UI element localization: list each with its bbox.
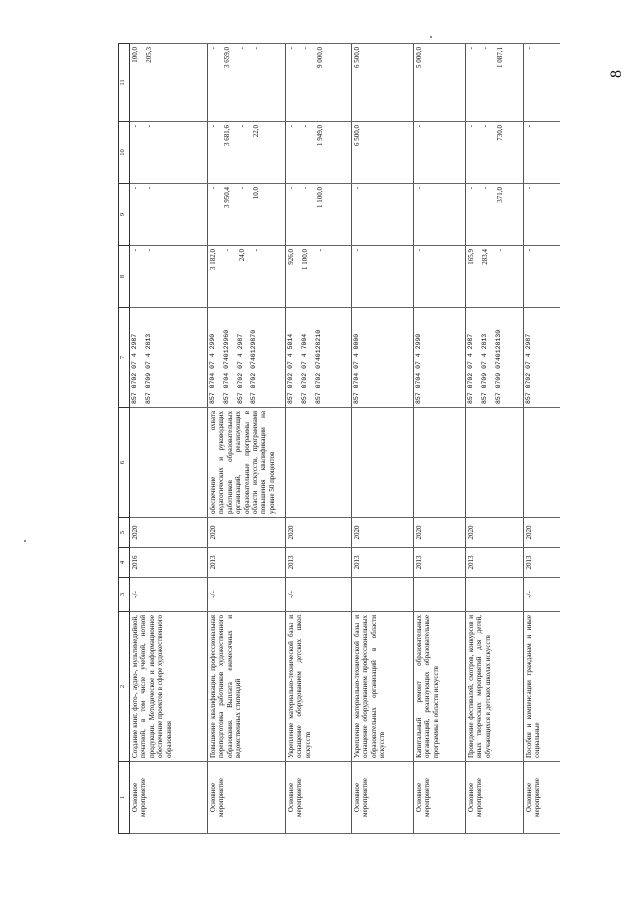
table-row	[466, 44, 524, 834]
activity-type-cell: Основное мероприятие	[524, 762, 560, 834]
cell-line: -	[287, 125, 295, 128]
activity-type-cell: Основное мероприятие	[208, 762, 286, 834]
column-number-row	[119, 44, 130, 834]
cell-line: 1 087,1	[495, 47, 504, 68]
amount-2016-cell	[130, 122, 208, 184]
executor-cell: -/-	[286, 578, 352, 612]
cell-line: -	[467, 47, 475, 50]
cell-line: 22,0	[252, 125, 261, 138]
expected-result-cell	[524, 408, 560, 518]
amount-2017-cell	[466, 44, 524, 122]
col-header: 7	[119, 308, 130, 408]
cell-line: 9 000,0	[315, 47, 324, 68]
cell-line: -	[315, 249, 324, 252]
amount-2014-cell	[466, 246, 524, 308]
cell-line: 857 0702 07 4 2987	[236, 333, 244, 404]
expected-result-cell: обеспечение охвата педагогических и руководящих работников образовательных организаций, реализующих образовательные программы в области искусств, программами повышения квалификации на уровне 50 процентов	[208, 408, 286, 518]
cell-line: -	[481, 47, 490, 50]
col-header: 6	[119, 408, 130, 518]
amount-2014-cell	[352, 246, 414, 308]
cell-line: 100,0	[131, 47, 139, 63]
amount-2014-cell	[130, 246, 208, 308]
cell-line: -	[495, 249, 504, 252]
cell-line: -	[131, 187, 139, 190]
budget-code-cell	[414, 308, 466, 408]
cell-line: -	[252, 249, 261, 252]
expected-result-cell	[352, 408, 414, 518]
amount-2015-cell	[524, 184, 560, 246]
cell-line: 283,4	[481, 249, 490, 265]
cell-line: -	[131, 125, 139, 128]
col-header: 4	[119, 548, 130, 578]
cell-line: 730,0	[495, 125, 504, 141]
cell-line: 857 0704 07 4 2990	[415, 333, 422, 404]
budget-code-cell	[130, 308, 208, 408]
expected-result-cell	[130, 408, 208, 518]
col-header: 8	[119, 246, 130, 308]
scan-speck	[430, 36, 432, 38]
cell-line: 3 659,0	[223, 47, 232, 68]
cell-line: 857 0702 07 4 2987	[467, 333, 474, 404]
amount-2015-cell	[466, 184, 524, 246]
table-row	[414, 44, 466, 834]
executor-cell: -/-	[524, 578, 560, 612]
cell-line: -	[525, 47, 533, 50]
cell-line: 857 0702 07 4 2987	[131, 333, 138, 404]
amount-2015-cell	[286, 184, 352, 246]
cell-line: 6 500,0	[353, 47, 361, 68]
cell-line: 6 500,0	[353, 125, 361, 146]
cell-line: -	[481, 187, 490, 190]
cell-line: -	[223, 249, 232, 252]
cell-line: 857 0709 07 4 2813	[144, 333, 152, 404]
cell-line: -	[209, 47, 217, 50]
amount-2014-cell	[286, 246, 352, 308]
amount-2014-cell	[208, 246, 286, 308]
cell-line: -	[131, 249, 139, 252]
expected-result-cell	[414, 408, 466, 518]
cell-line: -	[301, 187, 310, 190]
cell-line: -	[301, 47, 310, 50]
amount-2014-cell	[524, 246, 560, 308]
amount-2014-cell	[414, 246, 466, 308]
activity-description-cell: Укрепление материально-технической базы и оснащение оборудованием детских школ искусств	[286, 612, 352, 762]
cell-line: 926,0	[287, 249, 295, 265]
cell-line: -	[237, 187, 246, 190]
col-header: 5	[119, 518, 130, 548]
cell-line: -	[252, 47, 261, 50]
amount-2017-cell	[414, 44, 466, 122]
amount-2015-cell	[352, 184, 414, 246]
cell-line: 857 0704 07 4 0000	[353, 333, 360, 404]
table-row	[130, 44, 208, 834]
cell-line: -	[415, 187, 423, 190]
amount-2016-cell	[208, 122, 286, 184]
amount-2015-cell	[208, 184, 286, 246]
executor-cell	[466, 578, 524, 612]
cell-line: 857 0702 07 4 2987	[525, 333, 532, 404]
cell-line: 857 0702 0740128210	[314, 329, 322, 404]
budget-table	[118, 43, 560, 834]
start-year-cell: 2013	[414, 548, 466, 578]
budget-code-cell	[524, 308, 560, 408]
amount-2016-cell	[414, 122, 466, 184]
cell-line: -	[353, 249, 361, 252]
cell-line: 857 0702 0740129870	[250, 329, 258, 404]
budget-code-cell	[352, 308, 414, 408]
cell-line: -	[525, 249, 533, 252]
budget-code-cell	[466, 308, 524, 408]
budget-code-cell	[286, 308, 352, 408]
cell-line: 1 100,0	[315, 187, 324, 208]
end-year-cell: 2020	[466, 518, 524, 548]
amount-2016-cell	[466, 122, 524, 184]
start-year-cell: 2013	[466, 548, 524, 578]
cell-line: 3 681,6	[223, 125, 232, 146]
cell-line: 1 100,0	[301, 249, 310, 270]
amount-2016-cell	[352, 122, 414, 184]
executor-cell: -/-	[130, 578, 208, 612]
col-header: 3	[119, 578, 130, 612]
table-row	[208, 44, 286, 834]
cell-line: -	[237, 47, 246, 50]
col-header: 9	[119, 184, 130, 246]
cell-line: 24,0	[237, 249, 246, 262]
cell-line: 5 000,0	[415, 47, 423, 68]
cell-line: -	[209, 187, 217, 190]
cell-line: 3 182,0	[209, 249, 217, 270]
expected-result-cell	[286, 408, 352, 518]
activity-description-cell: Повышение квалификации, профессиональная переподготовка работников художественного образования. Выплата ежемесячных и ведомственных стипендий	[208, 612, 286, 762]
executor-cell	[352, 578, 414, 612]
cell-line: 371,0	[495, 187, 504, 203]
activity-type-cell: Основное мероприятие	[414, 762, 466, 834]
cell-line: 3 950,4	[223, 187, 232, 208]
cell-line: -	[467, 187, 475, 190]
start-year-cell: 2013	[352, 548, 414, 578]
cell-line: -	[467, 125, 475, 128]
activity-description-cell: Создание книг, фото-, аудио-, мультимедийной, печатной, в том числе учебной, нотной продукции. Методическое и информационное обеспечение проектов в сфере художественного образования	[130, 612, 208, 762]
cell-line: -	[237, 125, 246, 128]
activity-type-cell: Основное мероприятие	[286, 762, 352, 834]
activity-description-cell: Капитальный ремонт образовательных организаций, реализующих образовательные программы в области искусств	[414, 612, 466, 762]
end-year-cell: 2020	[524, 518, 560, 548]
amount-2017-cell	[524, 44, 560, 122]
amount-2017-cell	[130, 44, 208, 122]
end-year-cell: 2020	[414, 518, 466, 548]
end-year-cell: 2020	[130, 518, 208, 548]
scan-speck	[24, 540, 26, 542]
start-year-cell: 2013	[286, 548, 352, 578]
cell-line: -	[145, 125, 154, 128]
activity-type-cell: Основное мероприятие	[466, 762, 524, 834]
cell-line: -	[415, 125, 423, 128]
cell-line: 857 0709 07 4 2813	[480, 333, 488, 404]
col-header: 1	[119, 762, 130, 834]
cell-line: -	[209, 125, 217, 128]
activity-description-cell: Пособия и компенсации гражданам и иные социальные	[524, 612, 560, 762]
activity-type-cell: Основное мероприятие	[130, 762, 208, 834]
cell-line: 165,9	[467, 249, 475, 265]
cell-line: 1 949,0	[315, 125, 324, 146]
start-year-cell: 2016	[130, 548, 208, 578]
cell-line: -	[525, 125, 533, 128]
start-year-cell: 2013	[208, 548, 286, 578]
amount-2016-cell	[524, 122, 560, 184]
cell-line: 10,0	[252, 187, 261, 200]
table-row	[352, 44, 414, 834]
cell-line: -	[287, 187, 295, 190]
cell-line: -	[525, 187, 533, 190]
amount-2015-cell	[414, 184, 466, 246]
table-row	[286, 44, 352, 834]
cell-line: 857 0702 07 4 5014	[287, 333, 294, 404]
cell-line: 857 0704 0740129960	[222, 329, 230, 404]
end-year-cell: 2020	[352, 518, 414, 548]
budget-code-cell	[208, 308, 286, 408]
cell-line: -	[287, 47, 295, 50]
cell-line: -	[301, 125, 310, 128]
expected-result-cell	[466, 408, 524, 518]
executor-cell: -/-	[208, 578, 286, 612]
amount-2015-cell	[130, 184, 208, 246]
end-year-cell: 2020	[286, 518, 352, 548]
cell-line: -	[481, 125, 490, 128]
cell-line: 857 0702 07 4 7004	[300, 333, 308, 404]
table-row	[524, 44, 560, 834]
cell-line: -	[145, 187, 154, 190]
executor-cell	[414, 578, 466, 612]
activity-type-cell: Основное мероприятие	[352, 762, 414, 834]
page-number: 8	[608, 70, 625, 78]
budget-table-rotated	[118, 44, 618, 834]
col-header: 10	[119, 122, 130, 184]
amount-2017-cell	[352, 44, 414, 122]
end-year-cell: 2020	[208, 518, 286, 548]
col-header: 2	[119, 612, 130, 762]
cell-line: -	[415, 249, 423, 252]
cell-line: 857 0704 07 4 2990	[209, 333, 216, 404]
cell-line: -	[145, 249, 154, 252]
activity-description-cell: Проведение фестивалей, смотров, конкурсов и иных творческих мероприятий для детей, обучающихся в детских школах искусств	[466, 612, 524, 762]
cell-line: 205,3	[145, 47, 154, 63]
cell-line: -	[353, 187, 361, 190]
start-year-cell: 2013	[524, 548, 560, 578]
col-header: 11	[119, 44, 130, 122]
amount-2017-cell	[208, 44, 286, 122]
amount-2017-cell	[286, 44, 352, 122]
amount-2016-cell	[286, 122, 352, 184]
cell-line: 857 0709 0740128130	[494, 329, 502, 404]
activity-description-cell: Укрепление материально-технической базы и оснащение оборудованием профессиональных образовательных организаций в области искусств	[352, 612, 414, 762]
